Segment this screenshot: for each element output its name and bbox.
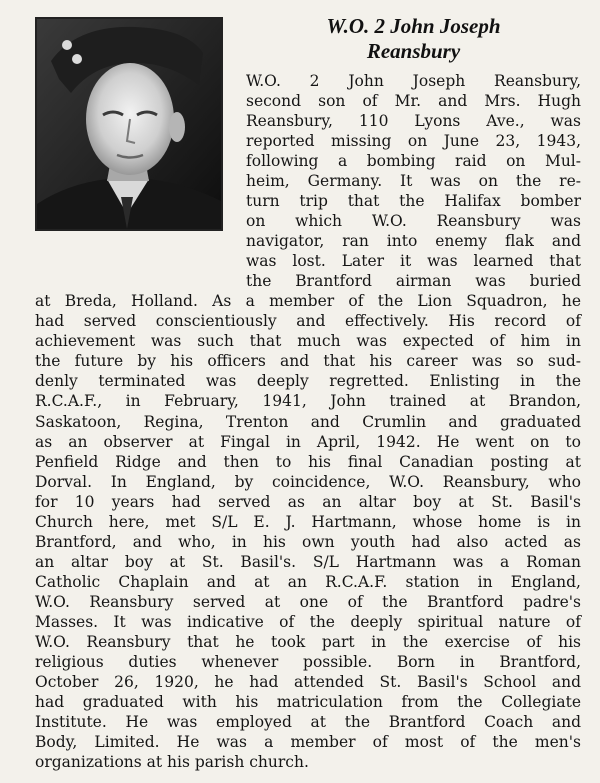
- body-line: turn trip that the Halifax bomber: [246, 192, 581, 211]
- title-line-2: Reansbury: [366, 39, 461, 63]
- body-line: R.C.A.F., in February, 1941, John trained at Brandon,: [35, 392, 581, 411]
- body-line: October 26, 1920, he had attended St. Basil's School and: [35, 672, 581, 691]
- body-line: the Brantford airman was buried: [246, 272, 581, 291]
- body-line: as an observer at Fingal in April, 1942. He went on to: [35, 432, 581, 451]
- body-line: Catholic Chaplain and at an R.C.A.F. station in England,: [35, 572, 581, 591]
- body-line: denly terminated was deeply regretted. Enlisting in the: [35, 372, 581, 391]
- body-line: following a bombing raid on Mul-: [246, 152, 581, 171]
- body-line: on which W.O. Reansbury was: [246, 212, 581, 231]
- body-line: had served conscientiously and effectively. His record of: [35, 312, 581, 331]
- body-line: Reansbury, 110 Lyons Ave., was: [246, 112, 581, 131]
- body-line: religious duties whenever possible. Born in Brantford,: [35, 652, 581, 671]
- body-line: W.O. 2 John Joseph Reansbury,: [246, 72, 581, 90]
- body-line: Masses. It was indicative of the deeply spiritual nature of: [35, 612, 581, 631]
- portrait-icon: [37, 19, 221, 229]
- body-line: at Breda, Holland. As a member of the Lion Squadron, he: [35, 292, 581, 311]
- body-line: second son of Mr. and Mrs. Hugh: [246, 92, 581, 111]
- body-line-last: organizations at his parish church.: [35, 753, 309, 771]
- body-line: Institute. He was employed at the Brantford Coach and: [35, 712, 581, 731]
- body-line: achievement was such that much was expected of him in: [35, 332, 581, 351]
- body-line: heim, Germany. It was on the re-: [246, 172, 581, 191]
- body-line: Body, Limited. He was a member of most of the men's: [35, 732, 581, 751]
- body-line: Penfield Ridge and then to his final Canadian posting at: [35, 452, 581, 471]
- body-line: was lost. Later it was learned that: [246, 252, 581, 271]
- body-line: Brantford, and who, in his own youth had also acted as: [35, 532, 581, 551]
- body-line: Saskatoon, Regina, Trenton and Crumlin and graduated: [35, 412, 581, 431]
- article-title: [246, 14, 581, 64]
- body-line: W.O. Reansbury served at one of the Brantford padre's: [35, 592, 581, 611]
- body-line: Dorval. In England, by coincidence, W.O. Reansbury, who: [35, 472, 581, 491]
- body-line: for 10 years had served as an altar boy at St. Basil's: [35, 492, 581, 511]
- body-line: an altar boy at St. Basil's. S/L Hartmann was a Roman: [35, 552, 581, 571]
- body-line: had graduated with his matriculation from the Collegiate: [35, 692, 581, 711]
- body-line: Church here, met S/L E. J. Hartmann, whose home is in: [35, 512, 581, 531]
- body-line: W.O. Reansbury that he took part in the exercise of his: [35, 632, 581, 651]
- body-line: reported missing on June 23, 1943,: [246, 132, 581, 151]
- portrait-photo: [35, 17, 223, 231]
- title-line-1: W.O. 2 John Joseph: [326, 14, 501, 38]
- body-line: navigator, ran into enemy flak and: [246, 232, 581, 251]
- body-line: the future by his officers and that his career was so sud-: [35, 352, 581, 371]
